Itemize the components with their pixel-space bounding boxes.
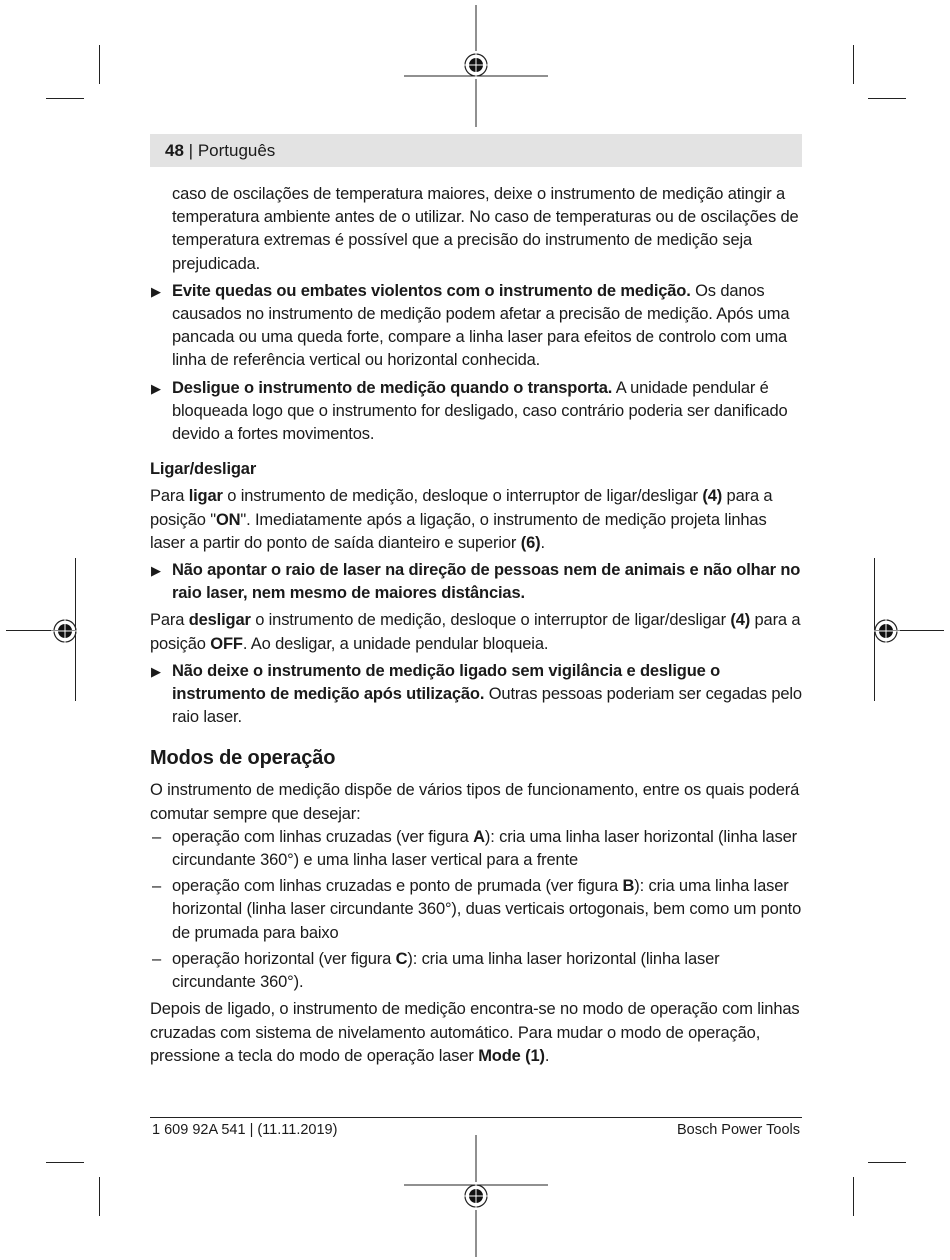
crop-mark <box>46 98 84 99</box>
bullet-bold-text: Não apontar o raio de laser na direção de pessoas nem de animais e não olhar no raio laser, nem mesmo de maiores distâncias. <box>172 561 801 603</box>
intro-paragraph: caso de oscilações de temperatura maiores, deixe o instrumento de medição atingir a temperatura ambiente antes de o utilizar. No caso de temperaturas ou de oscilações de temperatura extremas é possível que a precisão do instrumento de medição seja prejudicada. <box>172 185 799 273</box>
bullet-bold-text: Desligue o instrumento de medição quando o transporta. <box>172 378 613 397</box>
bold-run: desligar <box>188 611 251 630</box>
bold-run: (4) <box>702 487 723 506</box>
crop-mark <box>99 1177 100 1216</box>
mode-list-item <box>150 826 802 872</box>
mode-list-item <box>150 875 802 945</box>
registration-mark-top <box>404 5 548 127</box>
bullet-text: A unidade pendular é bloqueada logo que o instrumento for desligado, caso contrário poderia ser danificado devido a fortes movimentos. <box>172 378 788 444</box>
footer-brand: Bosch Power Tools <box>676 1122 800 1138</box>
bold-run: ON <box>215 510 241 529</box>
text-run: o instrumento de medição, desloque o interruptor de ligar/desligar <box>250 611 731 630</box>
text-run: . <box>540 533 545 552</box>
text-run: para a posição " <box>150 487 773 529</box>
text-run: operação com linhas cruzadas e ponto de prumada (ver figura <box>172 877 623 896</box>
safety-bullet <box>150 660 802 730</box>
crop-mark <box>853 1177 854 1216</box>
registration-mark-bottom <box>404 1135 548 1257</box>
bold-run: B <box>622 877 635 896</box>
text-run: ): cria uma linha laser horizontal (linha laser circundante 360°), duas verticais ortogonais, bem como um ponto de prumada para baixo <box>172 877 802 942</box>
header-separator: | <box>188 141 194 160</box>
text-run: . <box>544 1046 550 1065</box>
triangle-bullet-icon: ▶ <box>151 380 161 396</box>
page-footer <box>150 1117 802 1138</box>
crop-mark <box>868 98 906 99</box>
registration-mark-left <box>50 616 80 646</box>
text-run: Para <box>150 487 189 506</box>
text-run: ): cria uma linha laser horizontal (linha laser circundante 360°). <box>172 949 720 992</box>
subheading-on-off: Ligar/desligar <box>150 460 257 479</box>
bullet-text: Os danos causados no instrumento de medição podem afetar a precisão de medição. Após uma pancada ou uma queda forte, compare a linha laser para efeitos de controlo com uma linha de referência vertical ou horizontal conhecida. <box>172 281 790 370</box>
text-run: operação com linhas cruzadas (ver figura <box>172 827 474 846</box>
bullet-bold-text: Evite quedas ou embates violentos com o instrumento de medição. <box>172 281 691 300</box>
registration-mark-right <box>871 616 901 646</box>
text-run: ): cria uma linha laser horizontal (linha laser circundante 360°) e uma linha laser vertical para a frente <box>172 827 797 870</box>
section-title: Modos de operação <box>150 747 336 770</box>
bold-run: (6) <box>520 533 541 552</box>
bold-run: Mode (1) <box>478 1046 545 1065</box>
bold-run: (4) <box>730 611 751 630</box>
crop-mark <box>853 45 854 84</box>
modes-intro-paragraph: O instrumento de medição dispõe de vários tipos de funcionamento, entre os quais poderá comutar sempre que desejar: <box>150 781 800 823</box>
text-run: Para <box>150 611 189 630</box>
triangle-bullet-icon: ▶ <box>151 663 161 679</box>
page-number: 48 <box>165 141 184 160</box>
dash-bullet: – <box>152 827 162 846</box>
bold-run: A <box>473 827 485 846</box>
safety-bullet <box>150 280 802 373</box>
bold-run: OFF <box>210 634 243 653</box>
bullet-text: Outras pessoas poderiam ser cegadas pelo raio laser. <box>172 685 802 727</box>
crop-mark <box>868 1162 906 1163</box>
crop-mark <box>99 45 100 84</box>
page-header <box>150 134 802 167</box>
document-reference: 1 609 92A 541 | (11.11.2019) <box>152 1122 338 1138</box>
page-header-text <box>165 141 275 161</box>
page-content <box>150 183 802 1068</box>
dash-bullet: – <box>152 949 162 968</box>
final-paragraph <box>150 998 802 1068</box>
text-run: Depois de ligado, o instrumento de medição encontra-se no modo de operação com linhas cruzadas com sistema de nivelamento automático. Para mudar o modo de operação, pressione a tecla do modo de operação laser <box>150 1000 800 1065</box>
bold-run: C <box>395 949 408 968</box>
crop-mark <box>46 1162 84 1163</box>
safety-bullet <box>150 377 802 447</box>
triangle-bullet-icon: ▶ <box>151 563 161 579</box>
dash-bullet: – <box>152 877 162 896</box>
text-run: o instrumento de medição, desloque o interruptor de ligar/desligar <box>222 487 703 506</box>
triangle-bullet-icon: ▶ <box>151 283 161 299</box>
bold-run: ligar <box>188 487 223 506</box>
switch-off-paragraph <box>150 609 802 655</box>
safety-bullet <box>150 559 802 605</box>
text-run: ". Imediatamente após a ligação, o instrumento de medição projeta linhas laser a partir do ponto de saída dianteiro e superior <box>150 510 767 552</box>
bullet-bold-text: Não deixe o instrumento de medição ligado sem vigilância e desligue o instrumento de medição após utilização. <box>172 661 721 704</box>
header-language: Português <box>197 141 276 160</box>
switch-on-paragraph <box>150 485 802 555</box>
text-run: . Ao desligar, a unidade pendular bloqueia. <box>242 634 549 653</box>
mode-list-item <box>150 948 802 994</box>
text-run: para a posição <box>150 611 801 653</box>
text-run: operação horizontal (ver figura <box>172 949 396 968</box>
